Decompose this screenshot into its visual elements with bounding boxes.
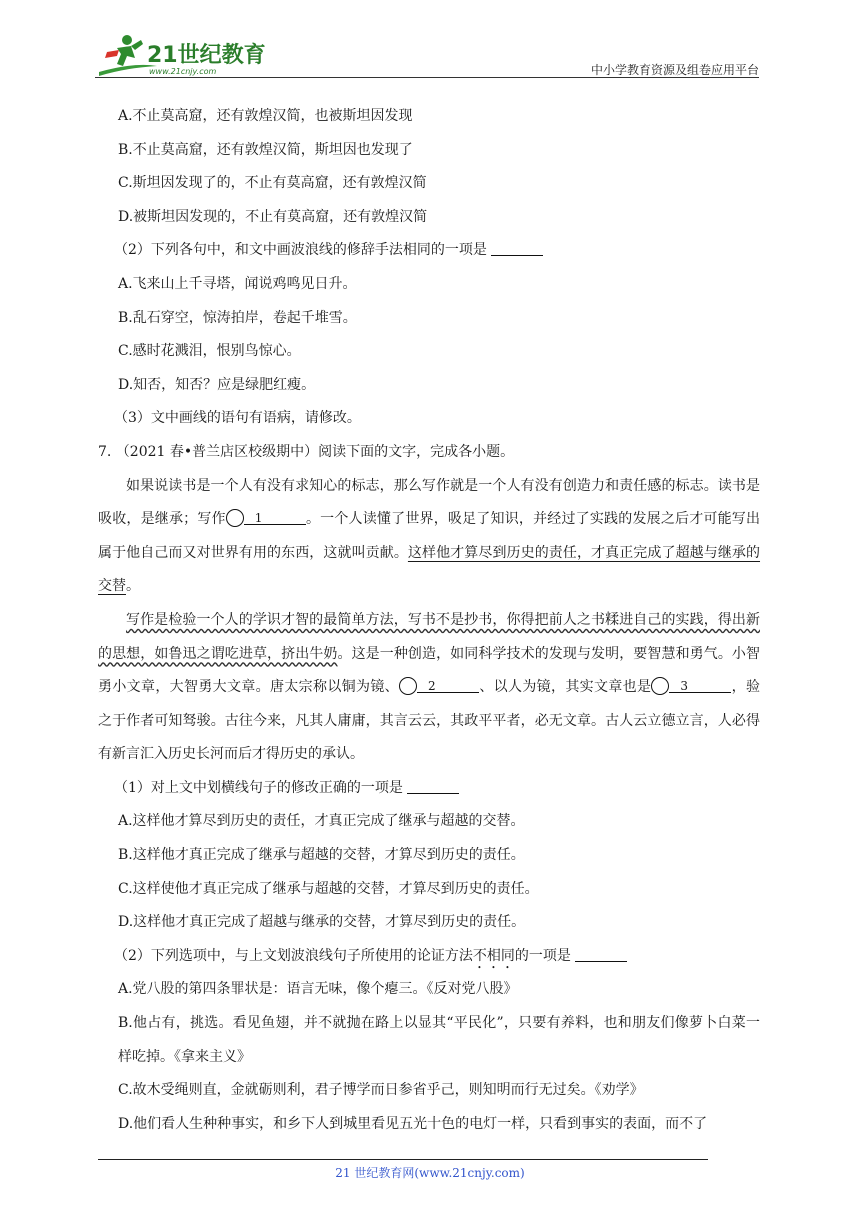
- q7-passage-paragraph-2: [98, 604, 760, 772]
- q7-sub1-option-d: D.这样他才真正完成了超越与继承的交替，才算尽到历史的责任。: [118, 914, 526, 931]
- q6-sub1-option-b: B.不止莫高窟，还有敦煌汉简，斯坦因也发现了: [118, 141, 413, 158]
- passage-text: 。: [126, 578, 140, 595]
- passage-text: 、以人为镜，其实文章也是: [479, 679, 652, 696]
- q7-sub2-option-c: C.故木受绳则直，金就砺则利，君子博学而日参省乎己，则知明而行无过矣。《劝学》: [118, 1082, 644, 1099]
- passage-text: 如果说读书是一个人有没有求知心的标志，那么写作就是一个人有没有创造力和责任感的标志。读书是吸收，是继承；写作: [98, 477, 760, 528]
- answer-blank[interactable]: [575, 947, 627, 962]
- runner-logo-icon: [95, 32, 265, 78]
- q7-sub2-text-post: 的一项是: [514, 947, 571, 964]
- q6-sub2-option-c: C.感时花溅泪，恨别鸟惊心。: [118, 343, 301, 360]
- document-body: [98, 100, 760, 1141]
- q7-sub2-option-b: B.他占有，挑选。看见鱼翅，并不就抛在路上以显其“平民化”，只要有养料，也和朋友们像萝卜白菜一样吃掉。《拿来主义》: [118, 1015, 760, 1065]
- q6-sub3-prompt: （3）文中画线的语句有语病，请修改。: [114, 410, 361, 427]
- q7-sub1-option-c: C.这样使他才真正完成了继承与超越的交替，才算尽到历史的责任。: [118, 880, 539, 897]
- q6-sub2-option-b: B.乱石穿空，惊涛拍岸，卷起千堆雪。: [118, 309, 357, 326]
- blank-number-2: 2: [399, 677, 417, 695]
- fill-blank-2[interactable]: [417, 678, 479, 693]
- q6-sub2-option-a: A.飞来山上千寻塔，闻说鸡鸣见日升。: [118, 275, 357, 292]
- passage-text: 。这是一种创造，如同科学技术的发现与发明，要智慧和勇气。小智勇小文章，大智勇大文章。唐太宗称以铜为镜、: [98, 645, 761, 696]
- blank-number-1: 1: [226, 509, 244, 527]
- q7-sub2-option-d: D.他们看人生种种事实，和乡下人到城里看见五光十色的电灯一样，只看到事实的表面，而不了: [118, 1115, 708, 1132]
- q7-sub1-text: （1）对上文中划横线句子的修改正确的一项是: [114, 779, 403, 796]
- q7-sub1-option-b: B.这样他才真正完成了继承与超越的交替，才算尽到历史的责任。: [118, 847, 525, 864]
- passage-text: 。一个人读懂了世界，吸足了知识，并经过了实践的发展之后才可能写出属于他自己而又对世界有用的东西，这就叫贡献。: [98, 511, 761, 561]
- q7-sub2-prompt: [98, 940, 760, 974]
- page-header: [95, 32, 759, 78]
- q6-sub1-option-c: C.斯坦因发现了的，不止有莫高窟，还有敦煌汉简: [118, 175, 427, 192]
- logo-text: 21世纪教育: [147, 43, 265, 68]
- q7-sub1-option-a: A.这样他才算尽到历史的责任，才真正完成了继承与超越的交替。: [118, 813, 525, 830]
- answer-blank[interactable]: [407, 779, 459, 794]
- blank-number-3: 3: [651, 677, 669, 695]
- q6-sub1-option-d: D.被斯坦因发现的，不止有莫高窟，还有敦煌汉简: [118, 208, 428, 225]
- underlined-sentence: 这样他才算尽到历史的责任，才真正完成了超越与继承的交替: [98, 544, 761, 595]
- q7-sub2-text-pre: （2）下列选项中，与上文划波浪线句子所使用的论证方法: [114, 947, 473, 964]
- q7-sub2-option-a: A.党八股的第四条罪状是：语言无味，像个瘪三。《反对党八股》: [118, 981, 518, 998]
- logo-url: www.21cnjy.com: [149, 67, 217, 76]
- header-divider: [95, 77, 759, 78]
- wavy-underlined-sentence: 写作是检验一个人的学识才智的最简单方法，写书不是抄书，你得把前人之书糅进自己的实践，得出新的思想，如鲁迅之谓吃进草，挤出牛奶: [98, 611, 760, 662]
- q6-sub2-text: （2）下列各句中，和文中画波浪线的修辞手法相同的一项是: [114, 242, 487, 259]
- platform-name: 中小学教育资源及组卷应用平台: [590, 63, 759, 77]
- emphasized-text: 不相同: [472, 947, 515, 964]
- logo: [95, 32, 265, 78]
- fill-blank-1[interactable]: [244, 510, 306, 525]
- q6-sub2-option-d: D.知否，知否？应是绿肥红瘦。: [118, 376, 316, 393]
- footer-divider: [98, 1159, 708, 1160]
- q7-sub1-prompt: [98, 772, 760, 806]
- answer-blank[interactable]: [491, 241, 543, 256]
- footer-source: 21 世纪教育网(www.21cnjy.com): [335, 1166, 525, 1180]
- q7-header: 7. （2021 春•普兰店区校级期中）阅读下面的文字，完成各小题。: [98, 443, 515, 460]
- passage-text: ，验之于作者可知驽骏。古往今来，凡其人庸庸，其言云云，其政平平者，必无文章。古人云立德立言，人必得有新言汇入历史长河而后才得历史的承认。: [98, 679, 761, 763]
- q7-passage-paragraph-1: [98, 470, 760, 604]
- q6-sub1-option-a: A.不止莫高窟，还有敦煌汉简，也被斯坦因发现: [118, 108, 413, 124]
- q6-sub2-prompt: [98, 234, 760, 268]
- fill-blank-3[interactable]: [669, 678, 731, 693]
